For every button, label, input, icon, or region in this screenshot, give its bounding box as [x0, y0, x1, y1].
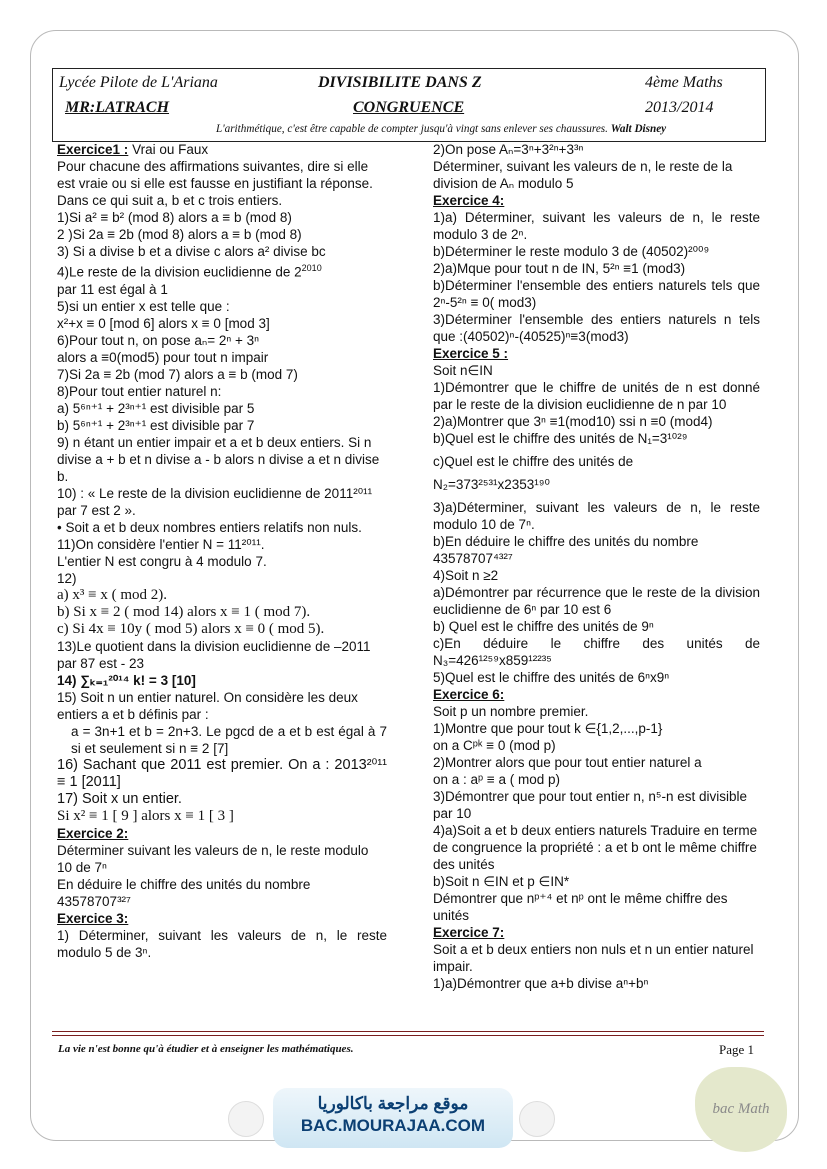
document-subtitle: CONGRUENCE — [353, 99, 465, 116]
q6: 6)Pour tout n, on pose aₙ= 2ⁿ + 3ⁿ — [57, 332, 260, 348]
q4: 4)Le reste de la division euclidienne de 2 — [57, 264, 302, 280]
ex4-2b: b)Déterminer l'ensemble des entiers naturels tels que 2ⁿ-5²ⁿ ≡ 0( mod3) — [433, 278, 760, 310]
footer-divider — [52, 1031, 764, 1036]
ex6-4b: b)Soit n ∈IN et p ∈IN* — [433, 874, 570, 889]
q16: 16) Sachant que 2011 est premier. On a : 2013²⁰¹¹ ≡ 1 [2011] — [57, 756, 387, 790]
page-number: Page 1 — [719, 1042, 755, 1057]
ex6-4a: 4)a)Soit a et b deux entiers naturels Traduire en terme de congruence la propriété : a et b ont le même chiffre des unités — [433, 823, 758, 872]
ex3-b: 2)On pose Aₙ=3ⁿ+3²ⁿ+3³ⁿ — [433, 142, 584, 157]
q8b: b) 5⁶ⁿ⁺¹ + 2³ⁿ⁺¹ est divisible par 7 — [57, 417, 255, 433]
ex1-intro: Pour chacune des affirmations suivantes, dire si elle est vraie ou si elle est fausse en justifiant la réponse. Dans ce qui suit a, b et c trois entiers. — [57, 159, 373, 208]
q15-b: a = 3n+1 et b = 2n+3. Le pgcd de a et b est égal à 7 si et seulement si n ≡ 2 [7] — [71, 723, 387, 756]
ex4-1a: 1)a) Déterminer, suivant les valeurs de n, le reste modulo 3 de 2ⁿ. — [433, 210, 760, 242]
ex5-3b: b)En déduire le chiffre des unités du nombre 43578707⁴³²⁷ — [433, 534, 699, 566]
class-level: 4ème Maths — [645, 74, 723, 91]
exercise-1-subtitle: Vrai ou Faux — [132, 142, 209, 157]
exercise-3-title: Exercice 3: — [57, 910, 129, 926]
ex4-2a: 2)a)Mque pour tout n de IN, 5²ⁿ ≡1 (mod3) — [433, 261, 686, 276]
q17: 17) Soit x un entier. — [57, 790, 182, 807]
q12b: b) Si x ≡ 2 ( mod 14) alors x ≡ 1 ( mod 7). — [57, 603, 311, 620]
q12: 12) — [57, 570, 77, 586]
ex5-5: 5)Quel est le chiffre des unités de 6ⁿx9ⁿ — [433, 670, 670, 685]
ex7-0: Soit a et b deux entiers non nuls et n un entier naturel impair. — [433, 942, 754, 974]
site-banner[interactable] — [273, 1088, 513, 1148]
ex2-b: En déduire le chiffre des unités du nombre 43578707³²⁷ — [57, 876, 311, 909]
q5-detail: x²+x ≡ 0 [mod 6] alors x ≡ 0 [mod 3] — [57, 315, 270, 331]
exercise-6-title: Exercice 6: — [433, 687, 505, 702]
quote-text: L'arithmétique, c'est être capable de compter jusqu'à vingt sans enlever ses chaussures. — [216, 123, 608, 135]
q3: 3) Si a divise b et a divise c alors a² divise bc — [57, 244, 326, 259]
q13: 13)Le quotient dans la division euclidienne de –2011 par 87 est - 23 — [57, 638, 371, 671]
q12c: c) Si 4x ≡ 10y ( mod 5) alors x ≡ 0 ( mod 5). — [57, 620, 325, 637]
header-quote — [216, 123, 666, 135]
ex5-4a: a)Démontrer par récurrence que le reste de la division euclidienne de 6ⁿ par 10 est 6 — [433, 585, 760, 617]
ex5-2a: 2)a)Montrer que 3ⁿ ≡1(mod10) ssi n ≡0 (mod4) — [433, 414, 713, 429]
footer-motto: La vie n'est bonne qu'à étudier et à enseigner les mathématiques. — [58, 1043, 354, 1055]
quote-author: Walt Disney — [610, 123, 667, 135]
ex2-a: Déterminer suivant les valeurs de n, le reste modulo 10 de 7ⁿ — [57, 842, 369, 875]
q2: 2 )Si 2a ≡ 2b (mod 8) alors a ≡ b (mod 8) — [57, 227, 302, 242]
teacher-name: MR:LATRACH — [65, 99, 170, 116]
ex6-1b: on a Cᵖᵏ ≡ 0 (mod p) — [433, 738, 556, 753]
ex5-2c-number: N₂=373²⁵³¹x2353¹⁹⁰ — [433, 477, 550, 492]
q17-b: Si x² ≡ 1 [ 9 ] alors x ≡ 1 [ 3 ] — [57, 807, 234, 824]
ex5-2b: b)Quel est le chiffre des unités de N₁=3¹⁰²⁹ — [433, 431, 688, 446]
q4-end: par 11 est égal à 1 — [57, 281, 168, 297]
right-column — [433, 141, 760, 992]
ex6-2b: on a : aᵖ ≡ a ( mod p) — [433, 772, 561, 787]
exercise-2-title: Exercice 2: — [57, 825, 129, 841]
exercise-1-title: Exercice1 : — [57, 142, 129, 157]
ex5-4b: b) Quel est le chiffre des unités de 9ⁿ — [433, 619, 654, 634]
ex6-0: Soit p un nombre premier. — [433, 704, 589, 719]
exercise-4-title: Exercice 4: — [433, 193, 505, 208]
ex5-4: 4)Soit n ≥2 — [433, 568, 499, 583]
ex6-1: 1)Montre que pour tout k ∈{1,2,...,p-1} — [433, 721, 663, 736]
ex7-1: 1)a)Démontrer que a+b divise aⁿ+bⁿ — [433, 976, 649, 991]
q11-b: L'entier N est congru à 4 modulo 7. — [57, 553, 267, 569]
document-title: DIVISIBILITE DANS Z — [318, 74, 482, 91]
ex6-2: 2)Montrer alors que pour tout entier naturel a — [433, 755, 702, 770]
exercise-7-title: Exercice 7: — [433, 925, 505, 940]
ex5-2c: c)Quel est le chiffre des unités de — [433, 454, 634, 469]
ex6-4c: Démontrer que nᵖ⁺⁴ et nᵖ ont le même chiffre des unités — [433, 891, 728, 923]
ex5-3a: 3)a)Déterminer, suivant les valeurs de n, le reste modulo 10 de 7ⁿ. — [433, 500, 760, 532]
q1: 1)Si a² ≡ b² (mod 8) alors a ≡ b (mod 8) — [57, 210, 292, 225]
q6-detail: alors a ≡0(mod5) pour tout n impair — [57, 349, 269, 365]
exercise-5-title: Exercice 5 : — [433, 346, 509, 361]
q8: 8)Pour tout entier naturel n: — [57, 383, 222, 399]
q5: 5)si un entier x est telle que : — [57, 298, 230, 314]
ex3-a: 1) Déterminer, suivant les valeurs de n, le reste modulo 5 de 3ⁿ. — [57, 927, 387, 960]
ex4-3: 3)Déterminer l'ensemble des entiers naturels n tels que :(40502)ⁿ-(40525)ⁿ≡3(mod3) — [433, 312, 760, 344]
ex5-1: 1)Démontrer que le chiffre de unités de n est donné par le reste de la division euclidienne de n par 10 — [433, 380, 760, 412]
site-logo-icon — [228, 1101, 264, 1137]
ex5-0: Soit n∈IN — [433, 363, 493, 378]
site-logo-icon-right — [519, 1101, 555, 1137]
school-year: 2013/2014 — [645, 99, 714, 116]
q10-b: • Soit a et b deux nombres entiers relatifs non nuls. — [57, 519, 362, 535]
banner-arabic-text: موقع مراجعة باكالوريا — [317, 1094, 469, 1113]
document-header — [52, 68, 766, 142]
q7: 7)Si 2a ≡ 2b (mod 7) alors a ≡ b (mod 7) — [57, 366, 298, 382]
bac-math-logo: bac Math — [695, 1067, 787, 1152]
q15: 15) Soit n un entier naturel. On considère les deux entiers a et b définis par : — [57, 689, 358, 722]
ex5-4c: c)En déduire le chiffre des unités de N₃=426¹²⁵⁹x859¹²²³⁵ — [433, 636, 760, 668]
left-column — [57, 141, 387, 961]
banner-site-url[interactable]: BAC.MOURAJAA.COM — [300, 1116, 486, 1135]
q14: 14) ∑ₖ₌₁²⁰¹⁴ k! = 3 [10] — [57, 672, 196, 688]
school-name: Lycée Pilote de L'Ariana — [59, 74, 218, 91]
ex3-c: Déterminer, suivant les valeurs de n, le reste de la division de Aₙ modulo 5 — [433, 159, 733, 191]
q4-exponent: 2010 — [301, 263, 322, 273]
ex6-3: 3)Démontrer que pour tout entier n, n⁵-n est divisible par 10 — [433, 789, 748, 821]
q8a: a) 5⁶ⁿ⁺¹ + 2³ⁿ⁺¹ est divisible par 5 — [57, 400, 255, 416]
q12a: a) x³ ≡ x ( mod 2). — [57, 586, 168, 603]
ex4-1b: b)Déterminer le reste modulo 3 de (40502)²⁰⁰⁹ — [433, 244, 710, 259]
q11: 11)On considère l'entier N = 11²⁰¹¹. — [57, 536, 265, 552]
q9: 9) n étant un entier impair et a et b deux entiers. Si n divise a + b et n divise a - b alors n divise a et n divise b. — [57, 434, 380, 484]
q10: 10) : « Le reste de la division euclidienne de 2011²⁰¹¹ par 7 est 2 ». — [57, 485, 373, 518]
